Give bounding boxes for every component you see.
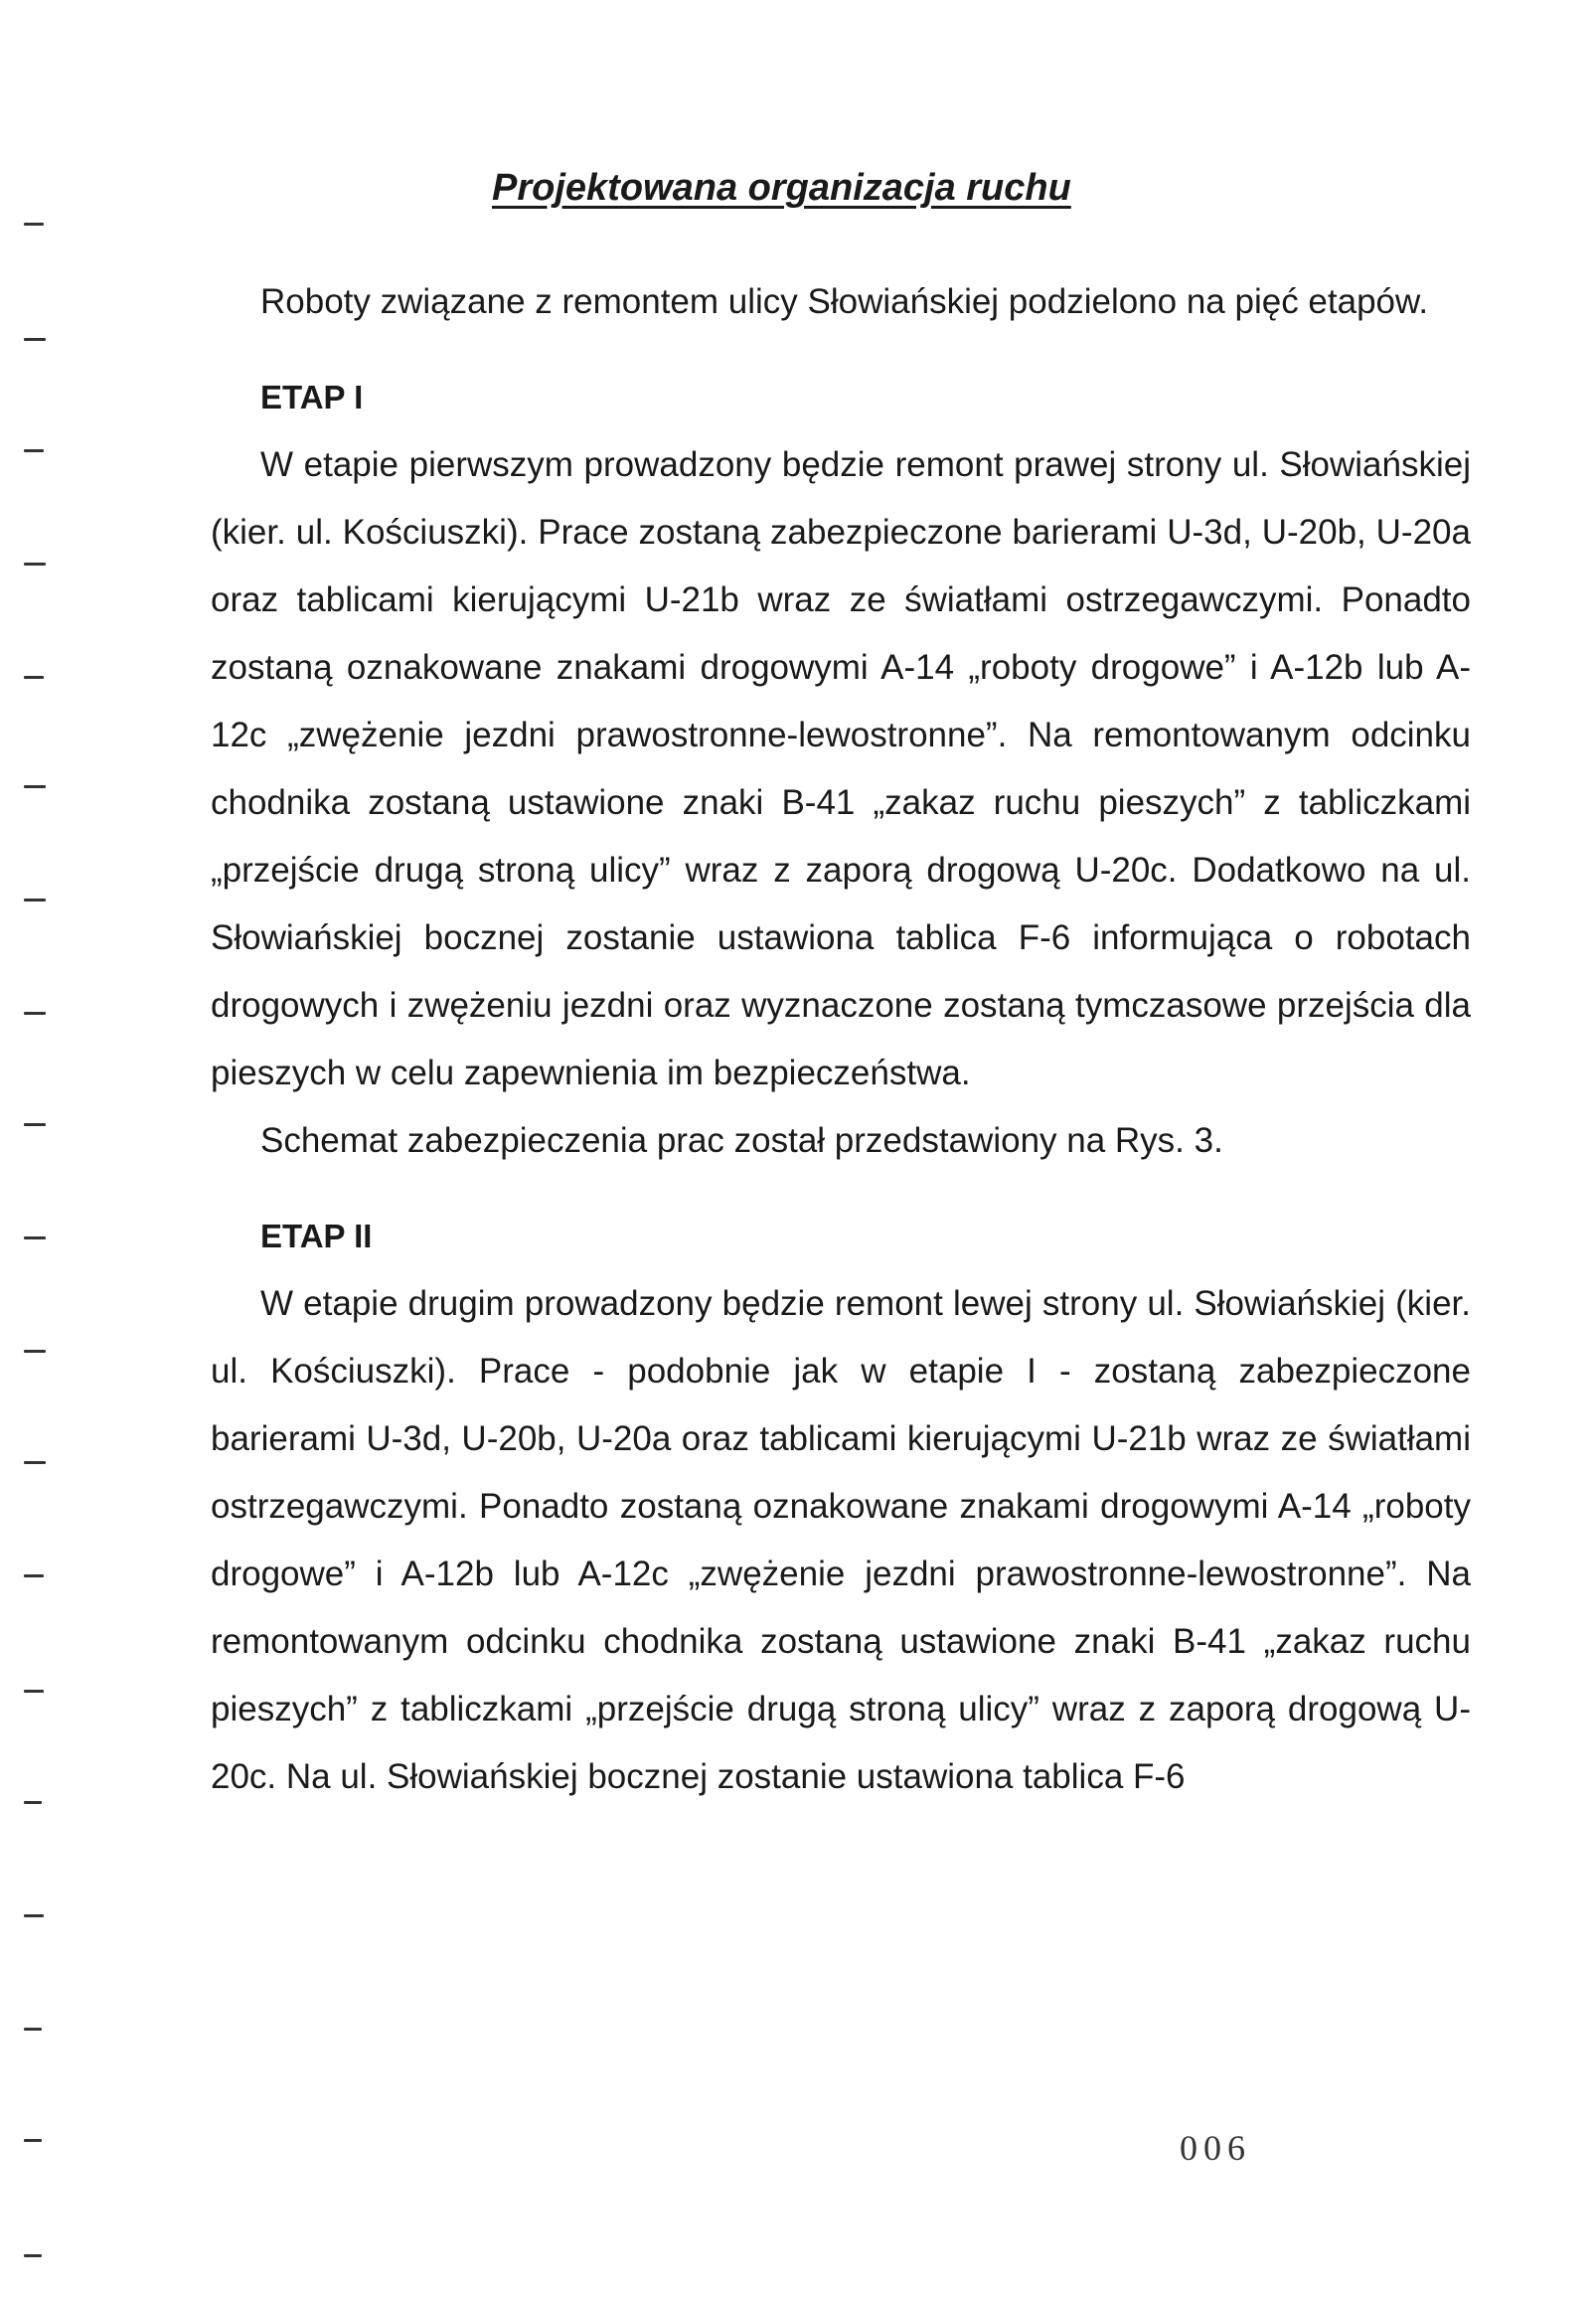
section-spacer: [211, 1175, 1471, 1203]
page-number: 006: [1180, 2128, 1251, 2168]
etap-2-heading: ETAP II: [260, 1218, 373, 1254]
scan-edge-mark: [24, 223, 44, 226]
intro-paragraph: Roboty związane z remontem ulicy Słowiańskiej podzielono na pięć etapów.: [260, 282, 1429, 321]
scan-edge-mark: [24, 1914, 44, 1917]
document-title: Projektowana organizacja ruchu: [492, 167, 1071, 209]
scan-edge-mark: [24, 899, 46, 902]
etap-1-heading: ETAP I: [260, 379, 364, 415]
scan-edge-mark: [24, 1801, 42, 1804]
scan-edge-mark: [24, 785, 46, 788]
scan-edge-mark: [24, 2028, 42, 2031]
etap-1-paragraph: W etapie pierwszym prowadzony będzie remont prawej strony ul. Słowiańskiej (kier. ul. Kościuszki). Prace zostaną zabezpieczone barierami U-3d, U-20b, U-20a oraz tablicami kierującymi U-21b wraz ze światłami ostrzegawczymi. Ponadto zostaną oznakowane znakami drogowymi A-14 „roboty drogowe” i A-12b lub A-12c „zwężenie jezdni prawostronne-lewostronne”. Na remontowanym odcinku chodnika zostaną ustawione znaki B-41 „zakaz ruchu pieszych” z tabliczkami „przejście drugą stroną ulicy” wraz z zaporą drogową U-20c. Dodatkowo na ul. Słowiańskiej bocznej zostanie ustawiona tablica F-6 informująca o robotach drogowych i zwężeniu jezdni oraz wyznaczone zostaną tymczasowe przejścia dla pieszych w celu zapewnienia im bezpieczeństwa.: [211, 445, 1471, 1092]
scan-edge-mark: [24, 1350, 46, 1353]
section-spacer: [211, 336, 1471, 364]
scan-edge-mark: [24, 1012, 46, 1015]
scan-edge-mark: [24, 2139, 42, 2142]
scan-edge-mark: [24, 1123, 46, 1126]
scan-edge-mark: [24, 1461, 46, 1464]
scan-edge-mark: [24, 1236, 46, 1239]
scan-edge-mark: [24, 1690, 44, 1693]
scan-edge-mark: [24, 2254, 42, 2257]
scan-edge-mark: [24, 1574, 44, 1577]
document-body: [211, 268, 1471, 1811]
scan-edge-mark: [24, 449, 44, 452]
scan-edge-mark: [24, 338, 46, 341]
scan-edge-mark: [24, 563, 46, 566]
scan-edge-mark: [24, 676, 44, 679]
etap-1-schema-note: Schemat zabezpieczenia prac został przedstawiony na Rys. 3.: [260, 1121, 1223, 1160]
etap-2-paragraph: W etapie drugim prowadzony będzie remont lewej strony ul. Słowiańskiej (kier. ul. Kościuszki). Prace - podobnie jak w etapie I - zostaną zabezpieczone barierami U-3d, U-20b, U-20a oraz tablicami kierującymi U-21b wraz ze światłami ostrzegawczymi. Ponadto zostaną oznakowane znakami drogowymi A-14 „roboty drogowe” i A-12b lub A-12c „zwężenie jezdni prawostronne-lewostronne”. Na remontowanym odcinku chodnika zostaną ustawione znaki B-41 „zakaz ruchu pieszych” z tabliczkami „przejście drugą stroną ulicy” wraz z zaporą drogową U-20c. Na ul. Słowiańskiej bocznej zostanie ustawiona tablica F-6: [211, 1284, 1471, 1796]
